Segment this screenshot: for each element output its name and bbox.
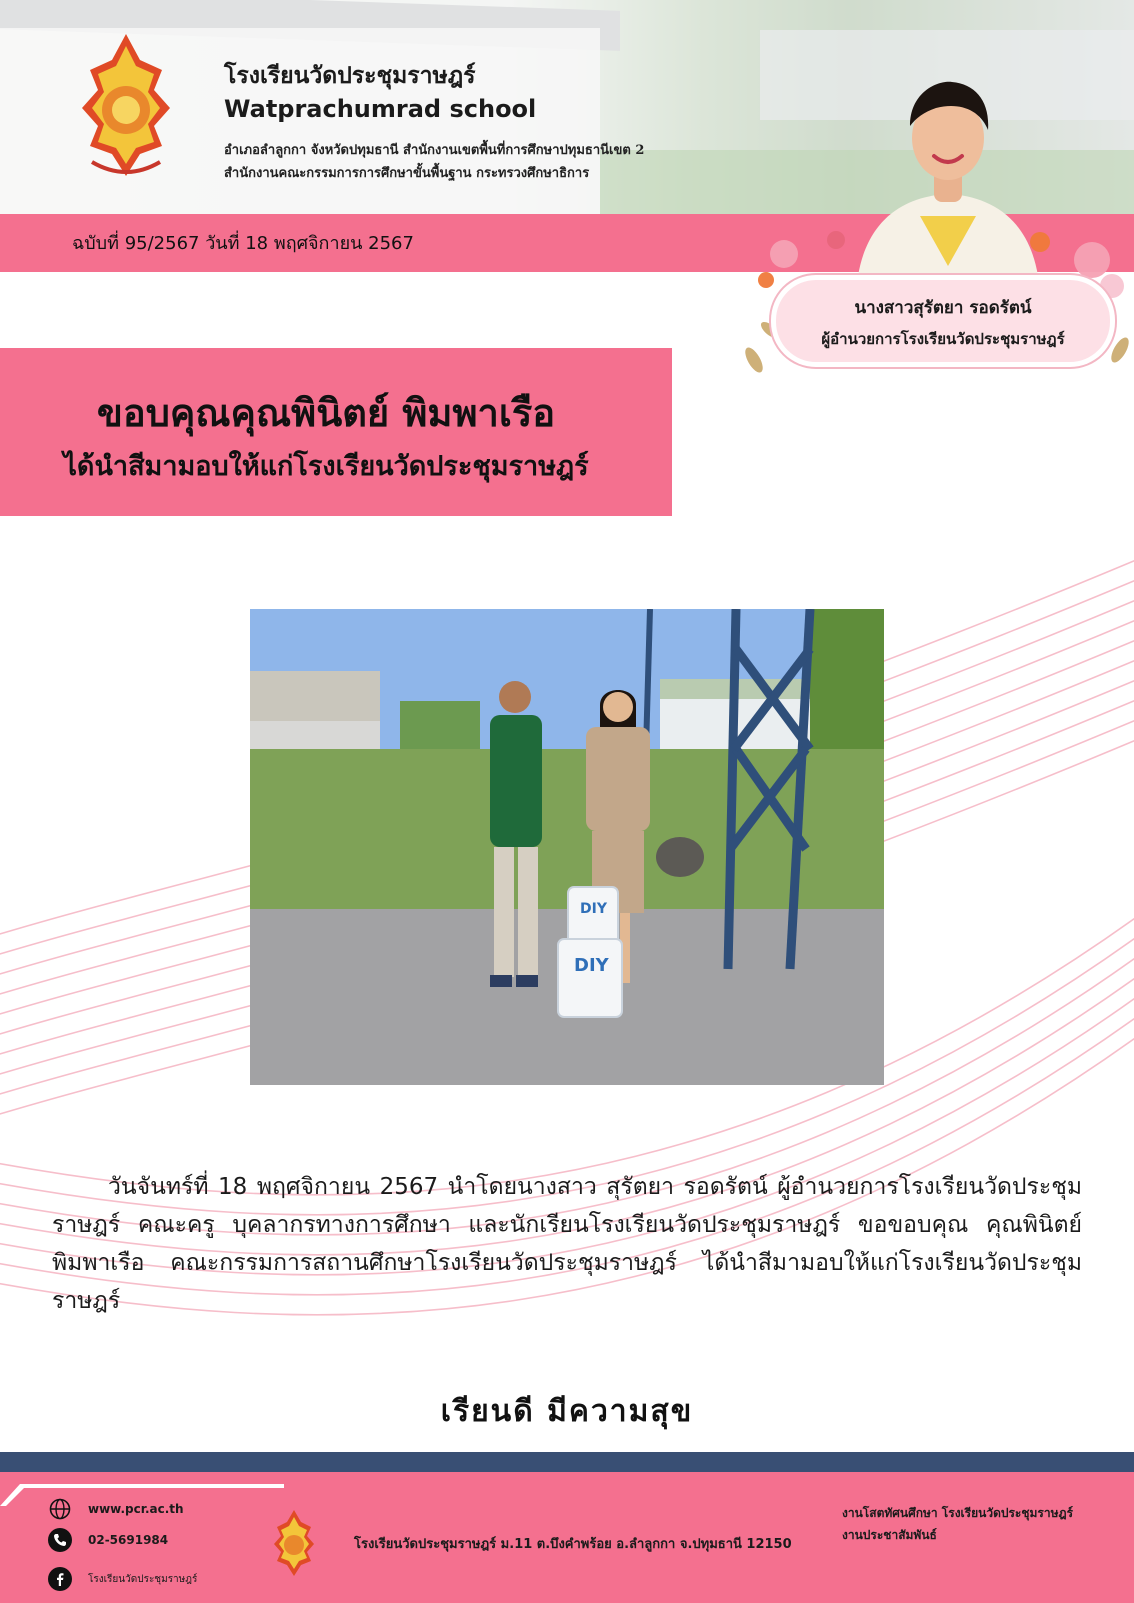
paint-bucket-label-large: DIY — [574, 955, 609, 976]
article-paragraph: วันจันทร์ที่ 18 พฤศจิกายน 2567 นำโดยนางสาว สุรัตยา รอดรัตน์ ผู้อำนวยการโรงเรียนวัดประชุมราษฎร์ คณะครู บุคลากรทางการศึกษา และนักเรียนโรงเรียนวัดประชุมราษฎร์ ขอขอบคุณ คุณพินิตย์ พิมพาเรือ คณะกรรมการสถานศึกษาโรงเรียนวัดประชุมราษฎร์ ได้นำสีมามอบให้แก่โรงเรียนวัดประชุมราษฎร์ — [52, 1174, 1082, 1314]
event-photo-scene — [250, 609, 884, 1085]
address-line-2: สำนักงานคณะกรรมการการศึกษาขั้นพื้นฐาน กระทรวงศึกษาธิการ — [224, 166, 590, 181]
director-name: นางสาวสุรัตยา รอดรัตน์ — [854, 298, 1032, 318]
phone-text: 02-5691984 — [88, 1533, 169, 1547]
issue-number-date: ฉบับที่ 95/2567 วันที่ 18 พฤศจิกายน 2567 — [72, 233, 414, 254]
headline-subtitle: ได้นำสีมามอบให้แก่โรงเรียนวัดประชุมราษฎร์ — [63, 451, 589, 482]
phone-icon — [48, 1528, 72, 1552]
footer-website[interactable] — [48, 1497, 184, 1521]
school-crest-logo — [70, 30, 182, 180]
school-name-english: Watprachumrad school — [224, 95, 537, 123]
director-title: ผู้อำนวยการโรงเรียนวัดประชุมราษฎร์ — [821, 330, 1065, 348]
school-name-thai: โรงเรียนวัดประชุมราษฎร์ — [224, 63, 476, 89]
footer-top-band — [0, 1452, 1134, 1472]
facebook-text: โรงเรียนวัดประชุมราษฎร์ — [88, 1573, 198, 1585]
globe-icon — [48, 1497, 72, 1521]
headline-box — [0, 348, 672, 516]
headline-title: ขอบคุณคุณพินิตย์ พิมพาเรือ — [96, 391, 556, 435]
website-text: www.pcr.ac.th — [88, 1502, 184, 1516]
school-slogan: เรียนดี มีความสุข — [440, 1394, 694, 1429]
footer-address: โรงเรียนวัดประชุมราษฎร์ ม.11 ต.บึงคำพร้อย อ.ลำลูกกา จ.ปทุมธานี 12150 — [354, 1537, 792, 1552]
footer-office-line-2: งานประชาสัมพันธ์ — [842, 1528, 937, 1542]
director-name-badge — [776, 280, 1110, 362]
footer-phone[interactable] — [48, 1528, 168, 1552]
footer-school-crest — [268, 1508, 320, 1578]
paint-bucket-label: DIY — [580, 901, 607, 917]
address-line-1: อำเภอลำลูกกา จังหวัดปทุมธานี สำนักงานเขตพื้นที่การศึกษาปทุมธานีเขต 2 — [224, 143, 645, 158]
footer-facebook[interactable] — [48, 1567, 197, 1591]
facebook-icon — [48, 1567, 72, 1591]
event-photo — [250, 609, 884, 1085]
footer-office-line-1: งานโสตทัศนศึกษา โรงเรียนวัดประชุมราษฎร์ — [842, 1506, 1074, 1520]
